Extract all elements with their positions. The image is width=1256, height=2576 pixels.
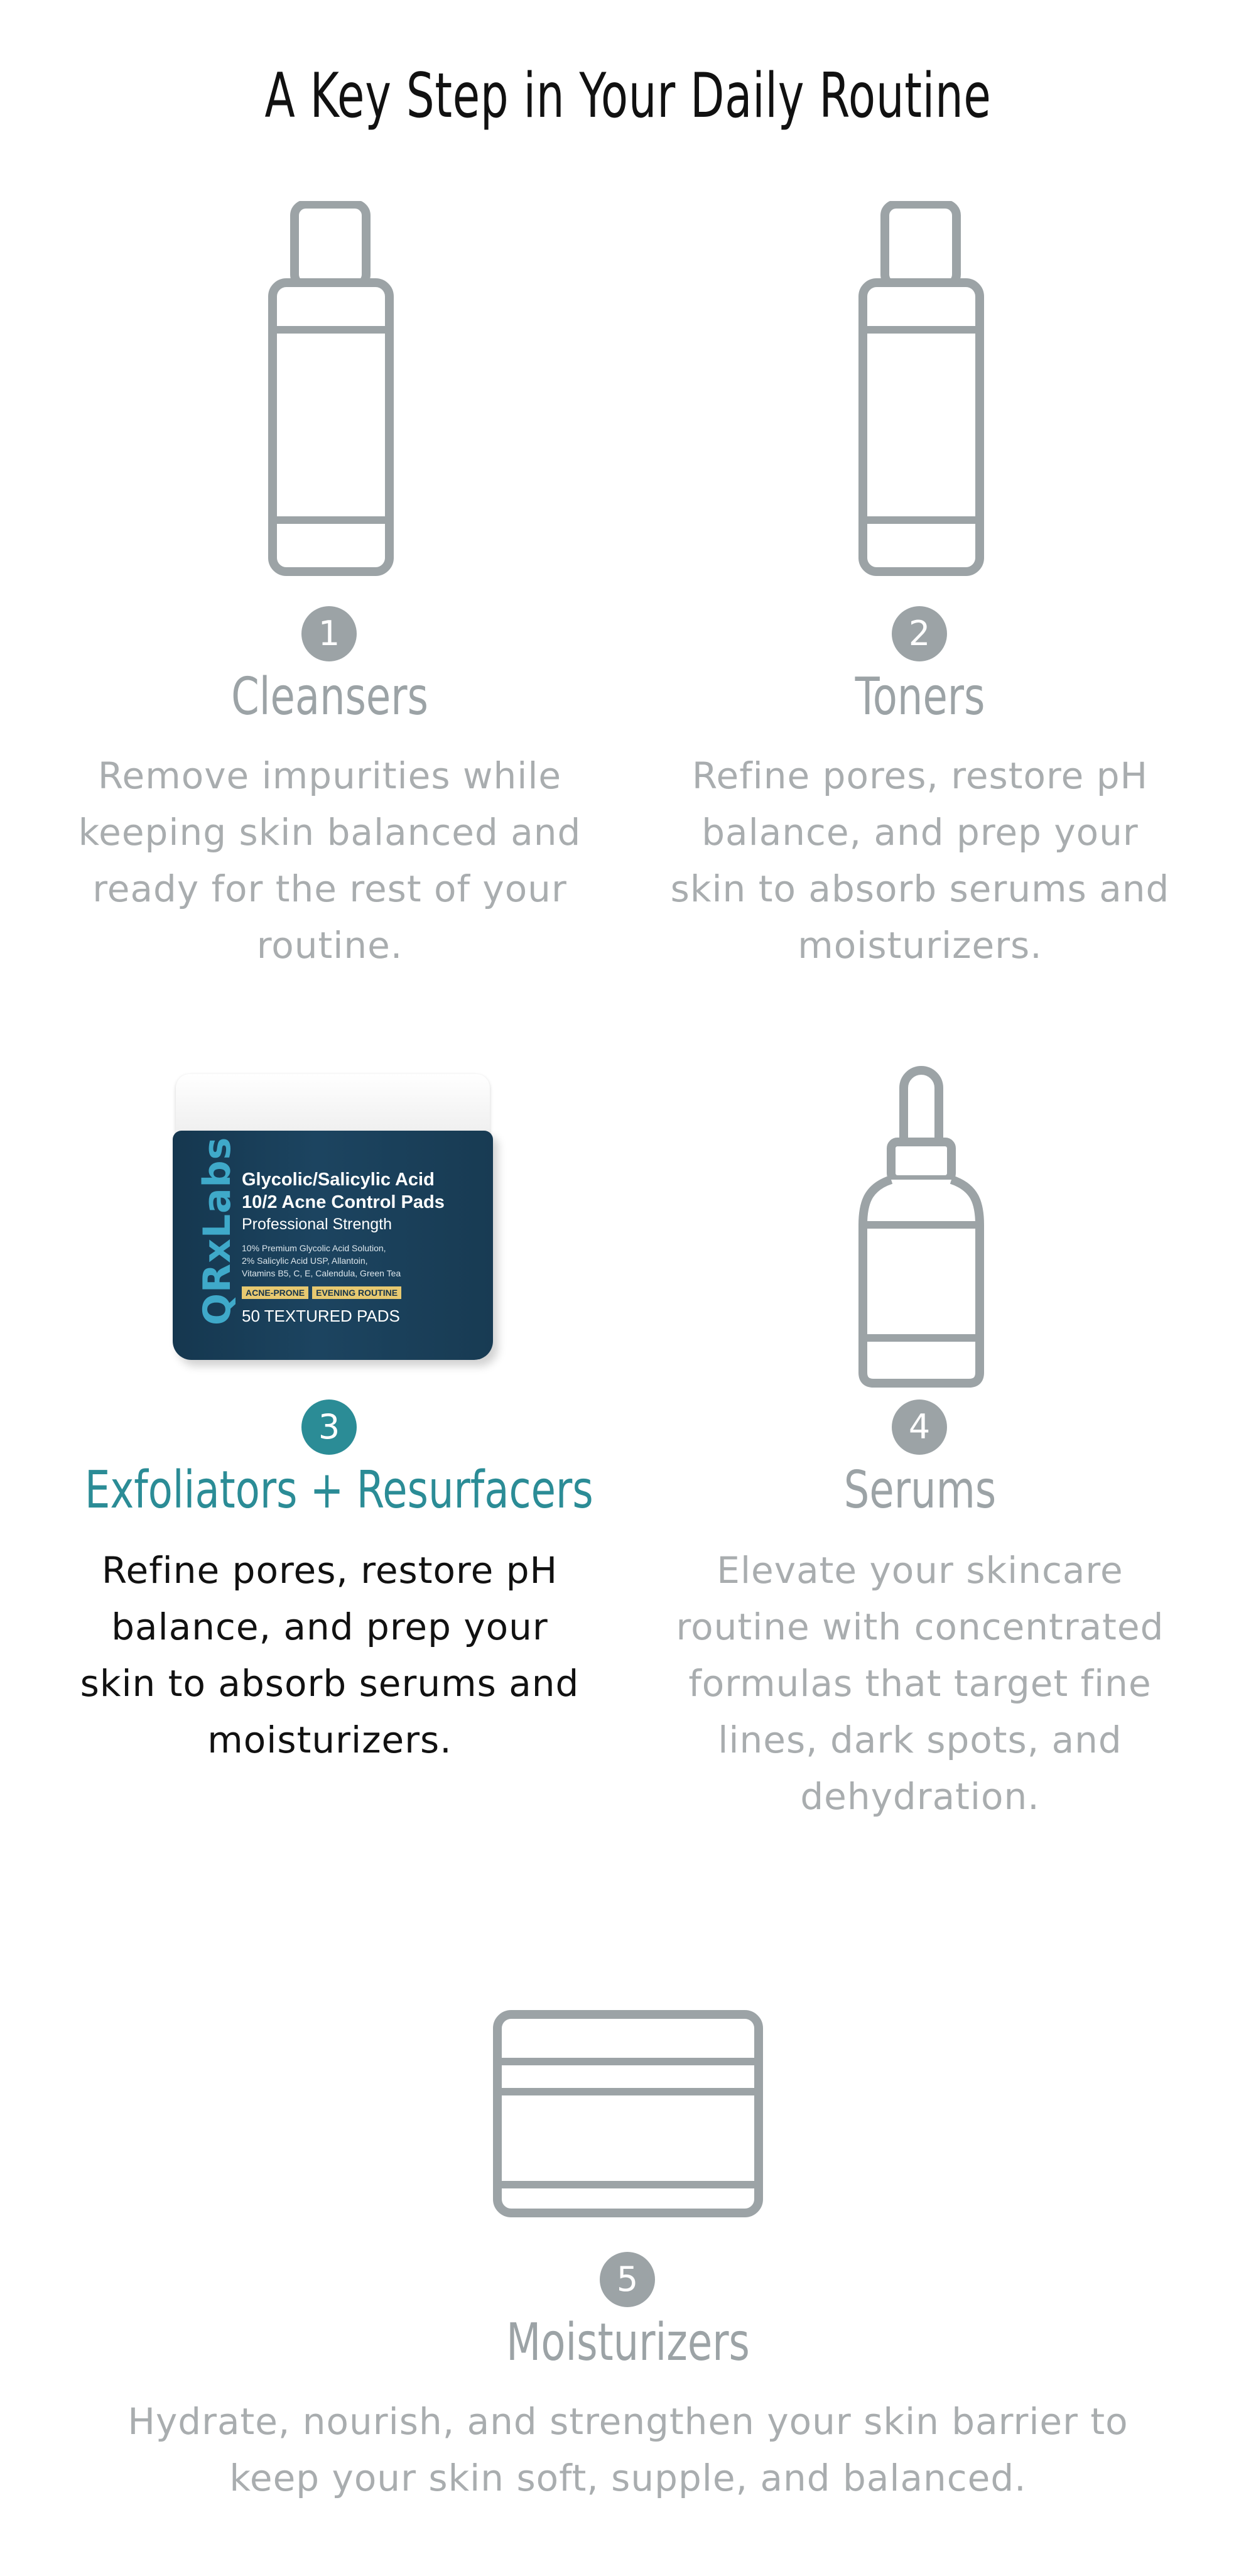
step-title: Serums [843,1460,997,1520]
brand-logo: QRxLabs [195,1136,239,1325]
step-number-badge: 3 [301,1399,357,1455]
step-description: Hydrate, nourish, and strengthen your skin barrier to keep your skin soft, supple, and balanced. [127,2400,1129,2499]
step-number-badge: 2 [892,606,947,661]
product-subtitle: Professional Strength [242,1215,392,1233]
step-number-badge: 1 [301,606,357,661]
step-description: Elevate your skincare routine with concentrated formulas that target fine lines, dark spots, and dehydration. [676,1549,1164,1818]
tag-acne-prone: ACNE-PRONE [242,1286,308,1299]
step-description: Remove impurities while keeping skin balanced and ready for the rest of your routine. [78,754,582,967]
step-title: Cleansers [231,667,428,727]
page-title: A Key Step in Your Daily Routine [264,60,992,132]
jar-label [173,1131,493,1360]
cream-jar-icon [493,2010,763,2217]
product-count: 50 TEXTURED PADS [242,1307,400,1325]
step-description: Refine pores, restore pH balance, and prep your skin to absorb serums and moisturizers. [670,754,1170,967]
step-title: Toners [855,667,985,727]
step-number-badge: 4 [892,1399,947,1455]
product-tags [242,1286,401,1299]
step-description: Refine pores, restore pH balance, and prep your skin to absorb serums and moisturizers. [80,1549,580,1761]
step-title: Moisturizers [506,2313,750,2372]
product-ingredients: 10% Premium Glycolic Acid Solution, 2% Salicylic Acid USP, Allantoin, Vitamins B5, C, E, Calendula, Green Tea [242,1243,401,1278]
jar-lid [176,1074,490,1137]
step-title: Exfoliators + Resurfacers [85,1460,593,1520]
dropper-bottle-icon [858,1062,984,1388]
pump-bottle-icon [858,201,984,578]
tag-evening-routine: EVENING ROUTINE [312,1286,401,1299]
product-jar[interactable] [173,1074,499,1369]
product-title: Glycolic/Salicylic Acid 10/2 Acne Control Pads [242,1170,445,1212]
pump-bottle-icon [268,201,394,578]
step-number-badge: 5 [600,2252,655,2307]
